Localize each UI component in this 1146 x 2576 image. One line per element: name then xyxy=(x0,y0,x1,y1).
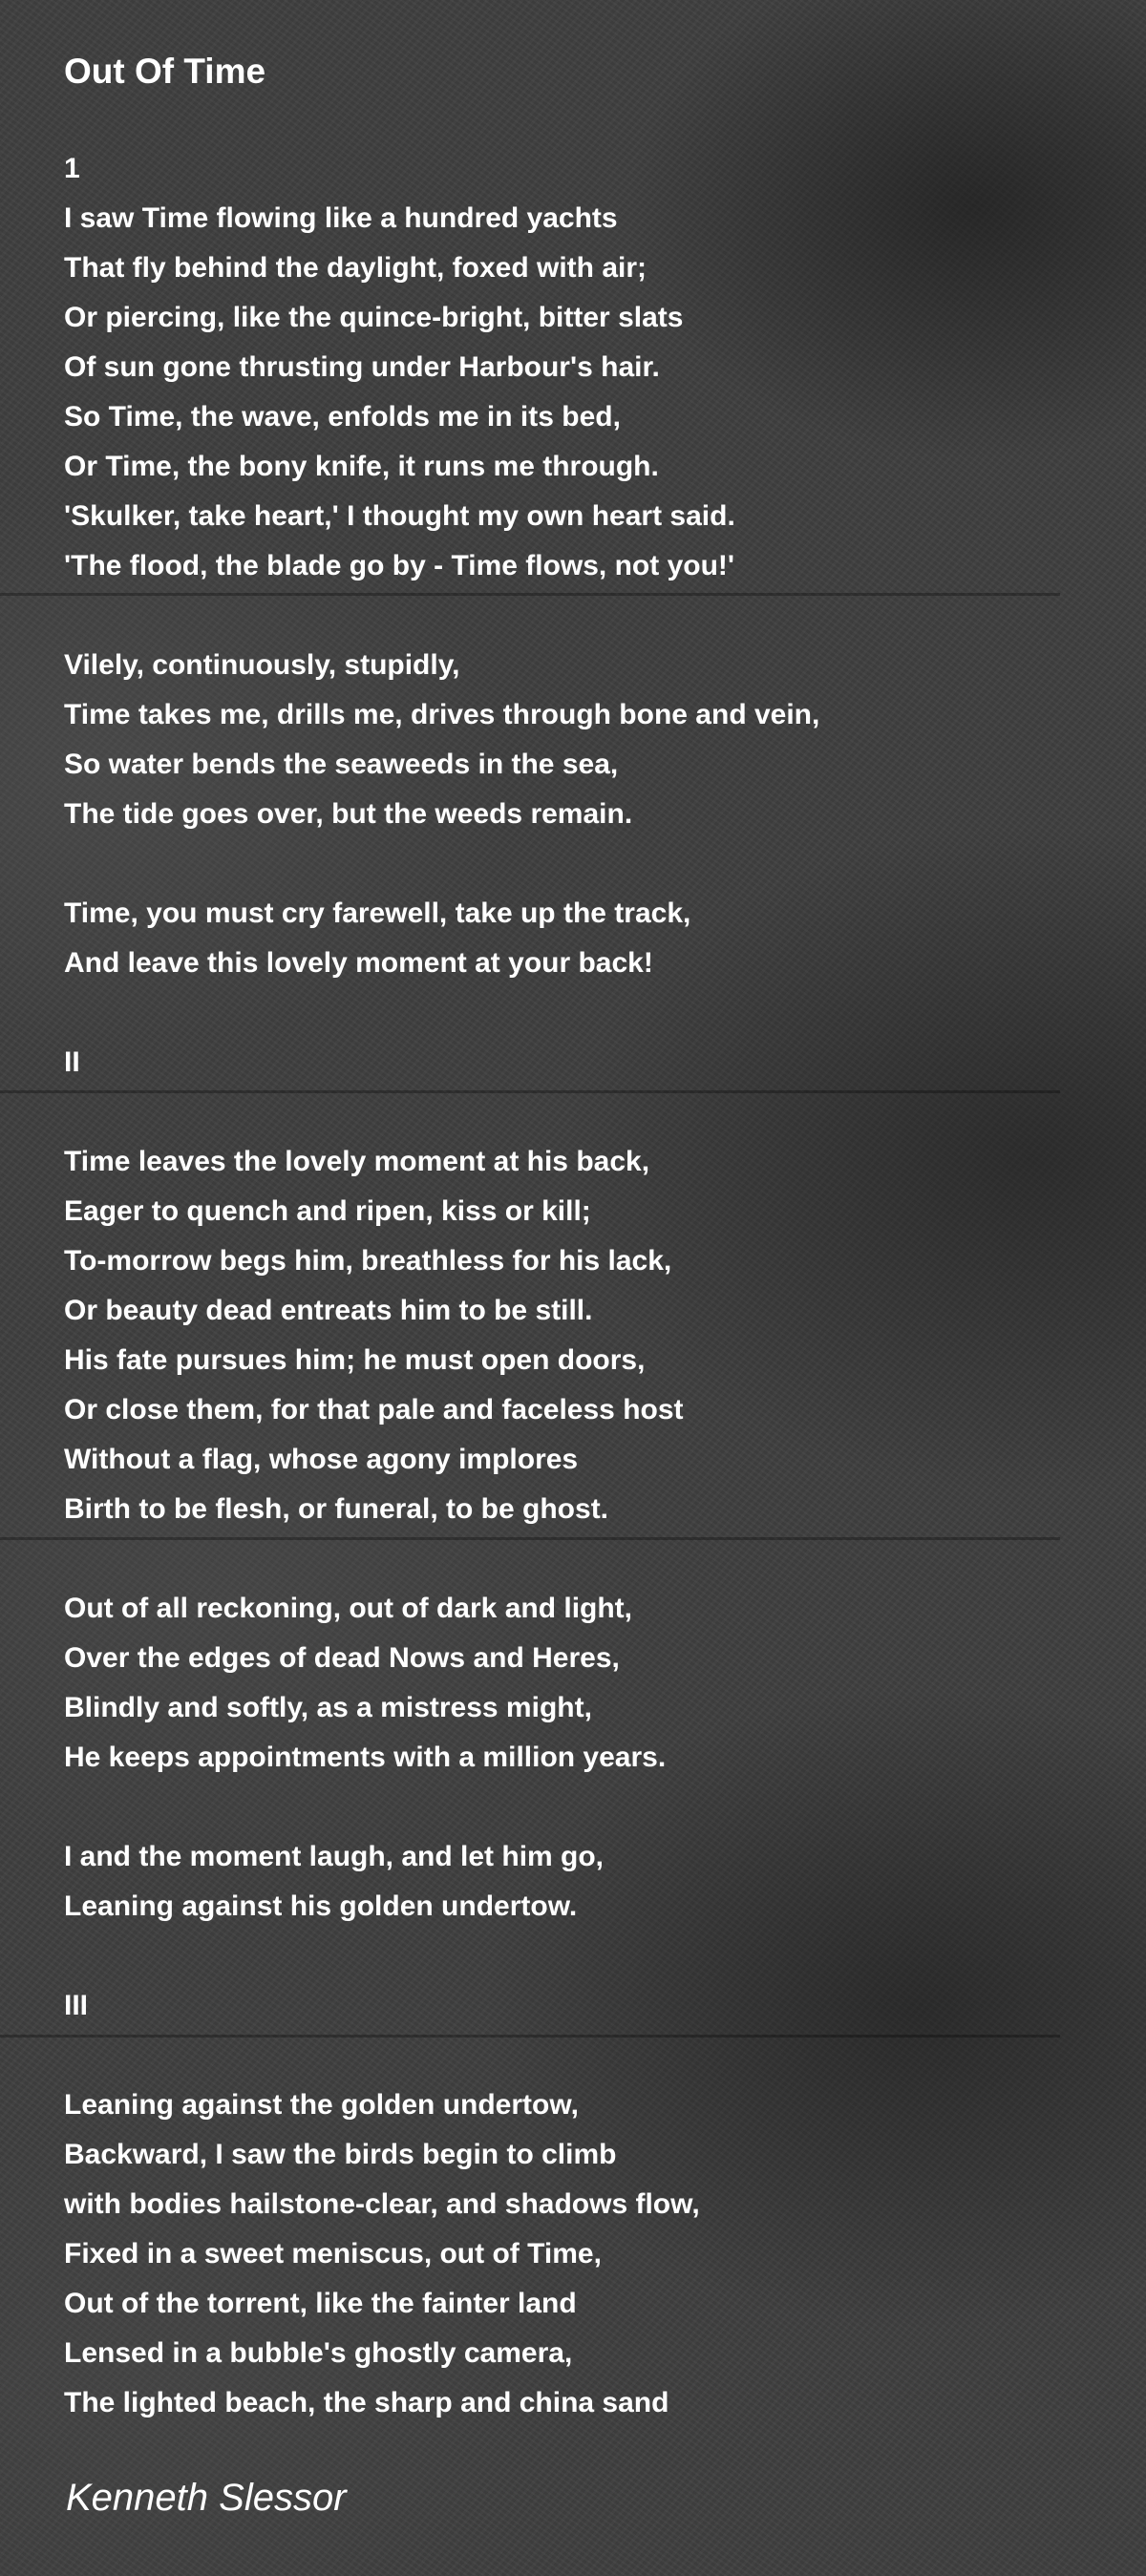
poem-line: Or Time, the bony knife, it runs me through. xyxy=(64,451,659,482)
poem-line: 1 xyxy=(64,153,80,184)
poem-line: Birth to be flesh, or funeral, to be ghost. xyxy=(64,1493,609,1525)
poem-line: Leaning against the golden undertow, xyxy=(64,2089,579,2121)
poem-line: Out of the torrent, like the fainter land xyxy=(64,2288,577,2319)
poem-line: So water bends the seaweeds in the sea, xyxy=(64,749,619,780)
poem-line: Of sun gone thrusting under Harbour's hair. xyxy=(64,351,660,383)
poem-line: 'Skulker, take heart,' I thought my own heart said. xyxy=(64,500,735,532)
poem-line: Backward, I saw the birds begin to climb xyxy=(64,2139,617,2170)
stanza-break xyxy=(64,2031,1114,2080)
poem-line: His fate pursues him; he must open doors, xyxy=(64,1344,646,1376)
poem-line: Eager to quench and ripen, kiss or kill; xyxy=(64,1195,591,1227)
stanza-break xyxy=(64,1932,1114,1981)
poem-line: That fly behind the daylight, foxed with air; xyxy=(64,252,647,284)
poem-line: The lighted beach, the sharp and china sand xyxy=(64,2387,669,2418)
poem-line: Time takes me, drills me, drives through bone and vein, xyxy=(64,699,820,730)
stanza-break xyxy=(64,839,1114,889)
poem-line: II xyxy=(64,1046,80,1078)
poem-line: Vilely, continuously, stupidly, xyxy=(64,649,460,681)
poem-line: Or piercing, like the quince-bright, bitter slats xyxy=(64,302,684,333)
poem-line: III xyxy=(64,1990,89,2021)
poem-line: So Time, the wave, enfolds me in its bed, xyxy=(64,401,621,433)
stanza-break xyxy=(64,988,1114,1038)
poem-line: Or beauty dead entreats him to be still. xyxy=(64,1295,593,1326)
poem-author: Kenneth Slessor xyxy=(66,2477,347,2519)
poem-line: Lensed in a bubble's ghostly camera, xyxy=(64,2337,573,2369)
poem-line: Or close them, for that pale and faceless host xyxy=(64,1394,684,1425)
poem-body xyxy=(64,49,1114,2428)
poem-line: Time leaves the lovely moment at his back, xyxy=(64,1146,650,1177)
poem-line: Time, you must cry farewell, take up the track, xyxy=(64,897,691,929)
poem-line: with bodies hailstone-clear, and shadows flow, xyxy=(64,2188,700,2220)
stanza-break xyxy=(64,1783,1114,1832)
poem-line: Without a flag, whose agony implores xyxy=(64,1444,579,1475)
poem-line: 'The flood, the blade go by - Time flows, not you!' xyxy=(64,550,735,581)
title-spacer xyxy=(64,95,1114,144)
poem-line: Fixed in a sweet meniscus, out of Time, xyxy=(64,2238,602,2270)
poem-line: Out of all reckoning, out of dark and light, xyxy=(64,1593,633,1624)
poem-line: To-morrow begs him, breathless for his lack, xyxy=(64,1245,672,1277)
poem-line: The tide goes over, but the weeds remain. xyxy=(64,798,633,830)
poem-line: Over the edges of dead Nows and Heres, xyxy=(64,1642,620,1674)
poem-line: Blindly and softly, as a mistress might, xyxy=(64,1692,592,1723)
poem-title: Out Of Time xyxy=(64,52,266,91)
stanza-break xyxy=(64,1534,1114,1584)
poem-line: Leaning against his golden undertow. xyxy=(64,1890,578,1922)
poem-line: I and the moment laugh, and let him go, xyxy=(64,1841,605,1872)
stanza-break xyxy=(64,591,1114,641)
poem-line: I saw Time flowing like a hundred yachts xyxy=(64,202,618,234)
stanza-break xyxy=(64,1087,1114,1137)
poem-lines xyxy=(64,144,1114,2428)
poem-line: And leave this lovely moment at your back! xyxy=(64,947,653,979)
poem-line: He keeps appointments with a million years. xyxy=(64,1742,667,1773)
